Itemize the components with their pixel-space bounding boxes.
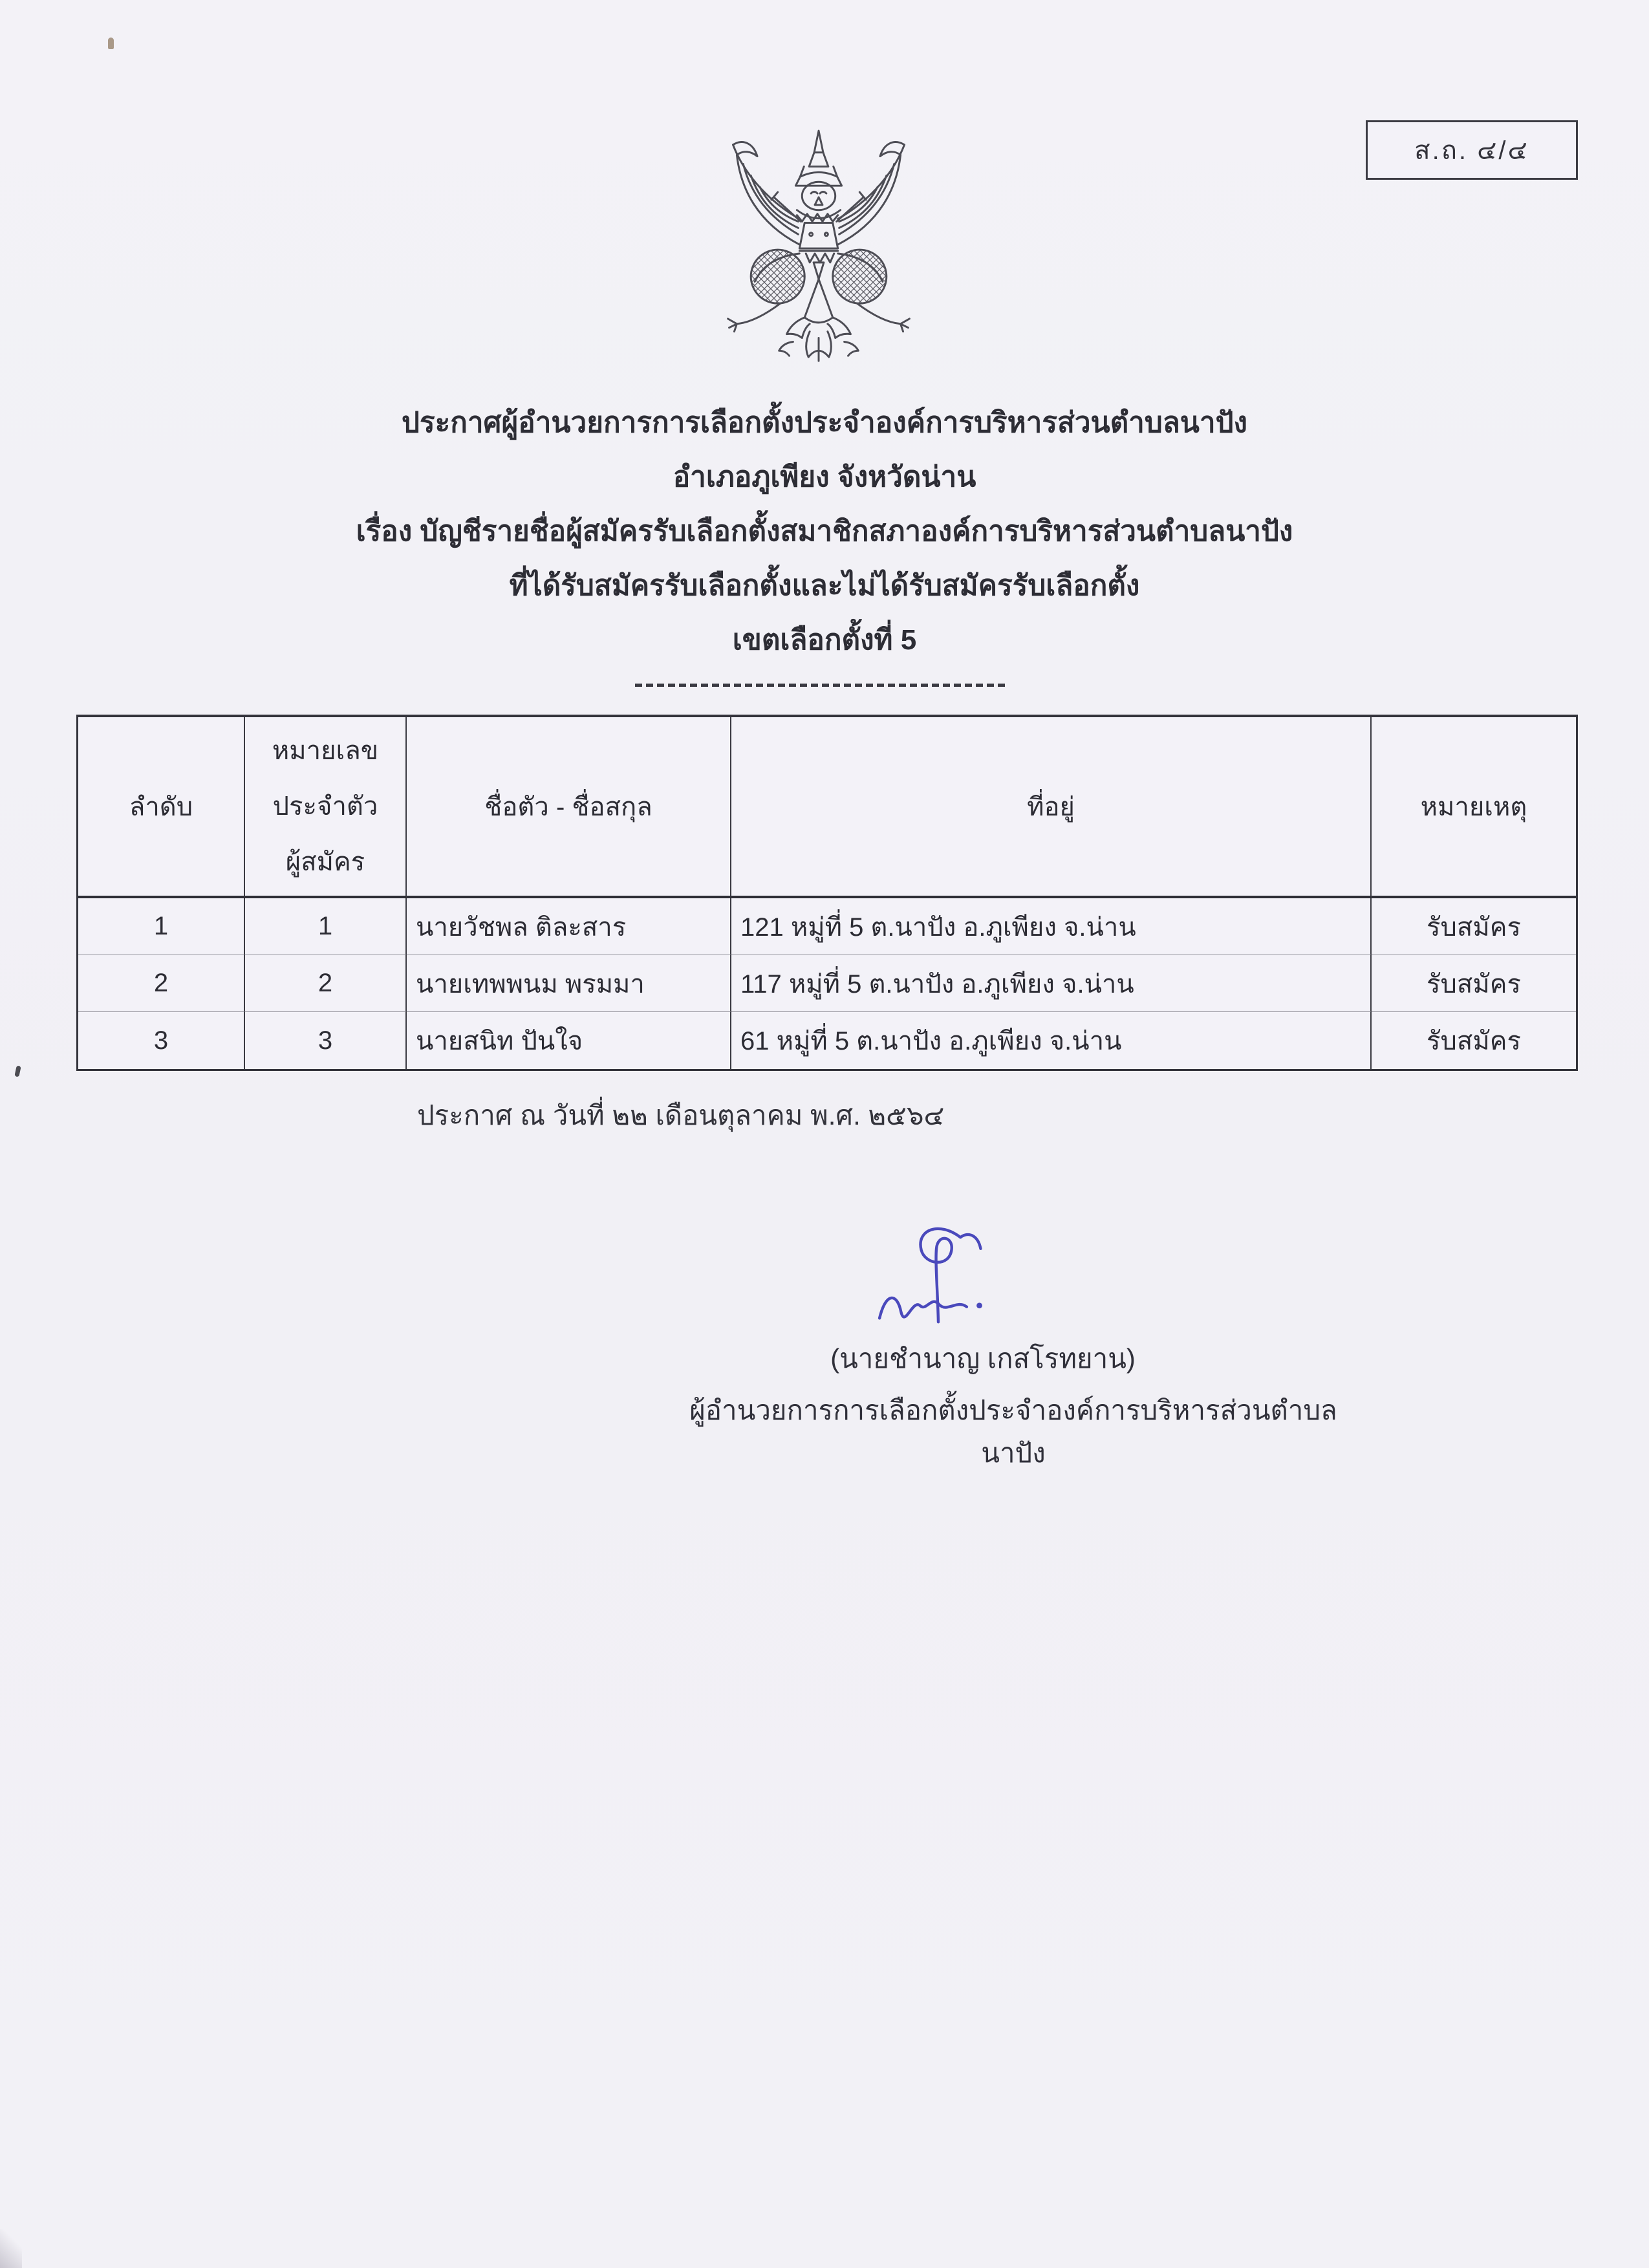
col-header-order: ลำดับ <box>78 717 245 898</box>
candidates-table <box>76 715 1578 1071</box>
table-row-3-remark: รับสมัคร <box>1427 1027 1521 1055</box>
garuda-emblem-icon <box>704 124 934 383</box>
table-row-2-remark: รับสมัคร <box>1372 955 1576 1012</box>
signer-title: ผู้อำนวยการการเลือกตั้งประจำองค์การบริหารส่วนตำบลนาปัง <box>689 1395 1337 1468</box>
title-line-1: ประกาศผู้อำนวยการการเลือกตั้งประจำองค์การบริหารส่วนตำบลนาปัง <box>402 407 1247 438</box>
col-header-number-line1: หมายเลข <box>272 737 379 765</box>
table-row-3-number: 3 <box>245 1012 407 1069</box>
scan-speck <box>14 1065 21 1077</box>
scan-corner-shadow <box>0 2229 22 2268</box>
table-row-1-address: 121 หมู่ที่ 5 ต.นาปัง อ.ภูเพียง จ.น่าน <box>731 898 1372 955</box>
dashed-separator <box>635 684 1005 687</box>
table-row-2-order: 2 <box>78 955 245 1012</box>
col-header-number-line2: ประจำตัว <box>272 792 378 821</box>
title-line-4: ที่ได้รับสมัครรับเลือกตั้งและไม่ได้รับสมัครรับเลือกตั้ง <box>509 570 1140 601</box>
col-header-name: ชื่อตัว - ชื่อสกุล <box>407 717 731 898</box>
table-row-2-number: 2 <box>245 955 407 1012</box>
form-code-label: ส.ถ. ๔/๔ <box>1414 136 1529 165</box>
table-row-1-order: 1 <box>78 898 245 955</box>
col-header-remark: หมายเหตุ <box>1372 717 1576 898</box>
col-header-number <box>245 717 407 898</box>
table-row-1-name: นายวัชพล ติละสาร <box>407 898 731 955</box>
scan-speck <box>108 38 114 49</box>
table-row-3-order: 3 <box>78 1012 245 1069</box>
table-row-3-address: 61 หมู่ที่ 5 ต.นาปัง อ.ภูเพียง จ.น่าน <box>731 1012 1372 1069</box>
col-header-address: ที่อยู่ <box>731 717 1372 898</box>
signature-ink <box>837 1216 1038 1355</box>
title-line-3: เรื่อง บัญชีรายชื่อผู้สมัครรับเลือกตั้งสมาชิกสภาองค์การบริหารส่วนตำบลนาปัง <box>356 515 1293 547</box>
table-row-3-name: นายสนิท ปันใจ <box>407 1012 731 1069</box>
title-line-2: อำเภอภูเพียง จังหวัดน่าน <box>673 461 976 493</box>
table-row-1-remark: รับสมัคร <box>1372 898 1576 955</box>
title-line-5: เขตเลือกตั้งที่ 5 <box>732 624 917 656</box>
form-code-box <box>1366 120 1578 180</box>
signer-name: (นายชำนาญ เกสโรทยาน) <box>830 1343 1136 1374</box>
announcement-title-block <box>0 396 1649 667</box>
table-row-2-address: 117 หมู่ที่ 5 ต.นาปัง อ.ภูเพียง จ.น่าน <box>731 955 1372 1012</box>
table-row-1-number: 1 <box>245 898 407 955</box>
announcement-date-line: ประกาศ ณ วันที่ ๒๒ เดือนตุลาคม พ.ศ. ๒๕๖๔ <box>417 1100 945 1130</box>
col-header-number-line3: ผู้สมัคร <box>285 848 365 876</box>
table-row-2-name: นายเทพพนม พรมมา <box>407 955 731 1012</box>
